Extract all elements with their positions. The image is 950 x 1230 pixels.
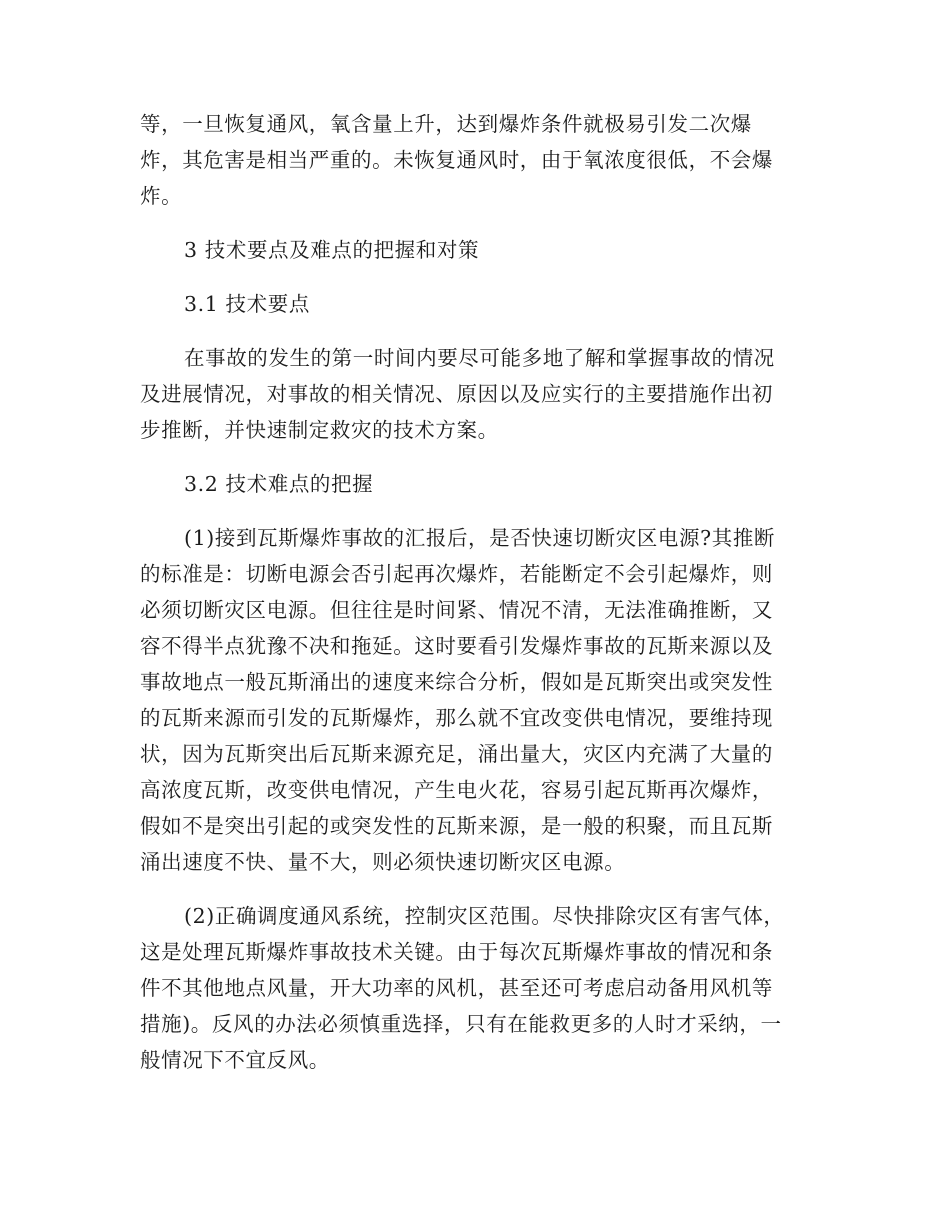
text-line: 般情况下不宜反风。 — [140, 1048, 330, 1072]
text-line: 容不得半点犹豫不决和拖延。这时要看引发爆炸事故的瓦斯来源以及 — [140, 634, 773, 658]
text-line: 等，一旦恢复通风，氧含量上升，达到爆炸条件就极易引发二次爆 — [140, 112, 752, 136]
text-line: 假如不是突出引起的或突发性的瓦斯来源，是一般的积聚，而且瓦斯 — [140, 814, 773, 838]
text-line: 在事故的发生的第一时间内要尽可能多地了解和掌握事故的情况 — [184, 346, 775, 370]
text-line: 必须切断灾区电源。但往往是时间紧、情况不清，无法准确推断，又 — [140, 598, 773, 622]
text-line: 高浓度瓦斯，改变供电情况，产生电火花，容易引起瓦斯再次爆炸， — [140, 778, 773, 802]
section-heading-3-1: 3.1 技术要点 — [184, 292, 310, 316]
section-heading-3-2: 3.2 技术难点的把握 — [184, 472, 374, 496]
text-line: 这是处理瓦斯爆炸事故技术关键。由于每次瓦斯爆炸事故的情况和条 — [140, 940, 773, 964]
text-line: 事故地点一般瓦斯涌出的速度来综合分析，假如是瓦斯突出或突发性 — [140, 670, 773, 694]
text-line: 的瓦斯来源而引发的瓦斯爆炸，那么就不宜改变供电情况，要维持现 — [140, 706, 773, 730]
text-line: 措施)。反风的办法必须慎重选择，只有在能救更多的人时才采纳，一 — [140, 1012, 782, 1036]
text-line: (2)正确调度通风系统，控制灾区范围。尽快排除灾区有害气体， — [184, 904, 785, 928]
paragraph-3-2-2 — [140, 898, 804, 1078]
text-line: 及进展情况，对事故的相关情况、原因以及应实行的主要措施作出初 — [140, 382, 773, 406]
text-line: 件不其他地点风量，开大功率的风机，甚至还可考虑启动备用风机等 — [140, 976, 773, 1000]
text-line: 的标准是：切断电源会否引起再次爆炸，若能断定不会引起爆炸，则 — [140, 562, 773, 586]
text-line: (1)接到瓦斯爆炸事故的汇报后，是否快速切断灾区电源?其推断 — [184, 526, 776, 550]
text-line: 炸，其危害是相当严重的。未恢复通风时，由于氧浓度很低，不会爆 — [140, 148, 773, 172]
paragraph-3-1 — [140, 340, 804, 448]
intro-paragraph — [140, 106, 804, 214]
document-page — [140, 106, 804, 1078]
text-line: 步推断，并快速制定救灾的技术方案。 — [140, 418, 499, 442]
text-line: 涌出速度不快、量不大，则必须快速切断灾区电源。 — [140, 850, 626, 874]
paragraph-3-2-1 — [140, 520, 804, 880]
text-line: 状，因为瓦斯突出后瓦斯来源充足，涌出量大，灾区内充满了大量的 — [140, 742, 773, 766]
text-line: 炸。 — [140, 184, 183, 208]
section-heading-3: 3 技术要点及难点的把握和对策 — [184, 238, 480, 262]
